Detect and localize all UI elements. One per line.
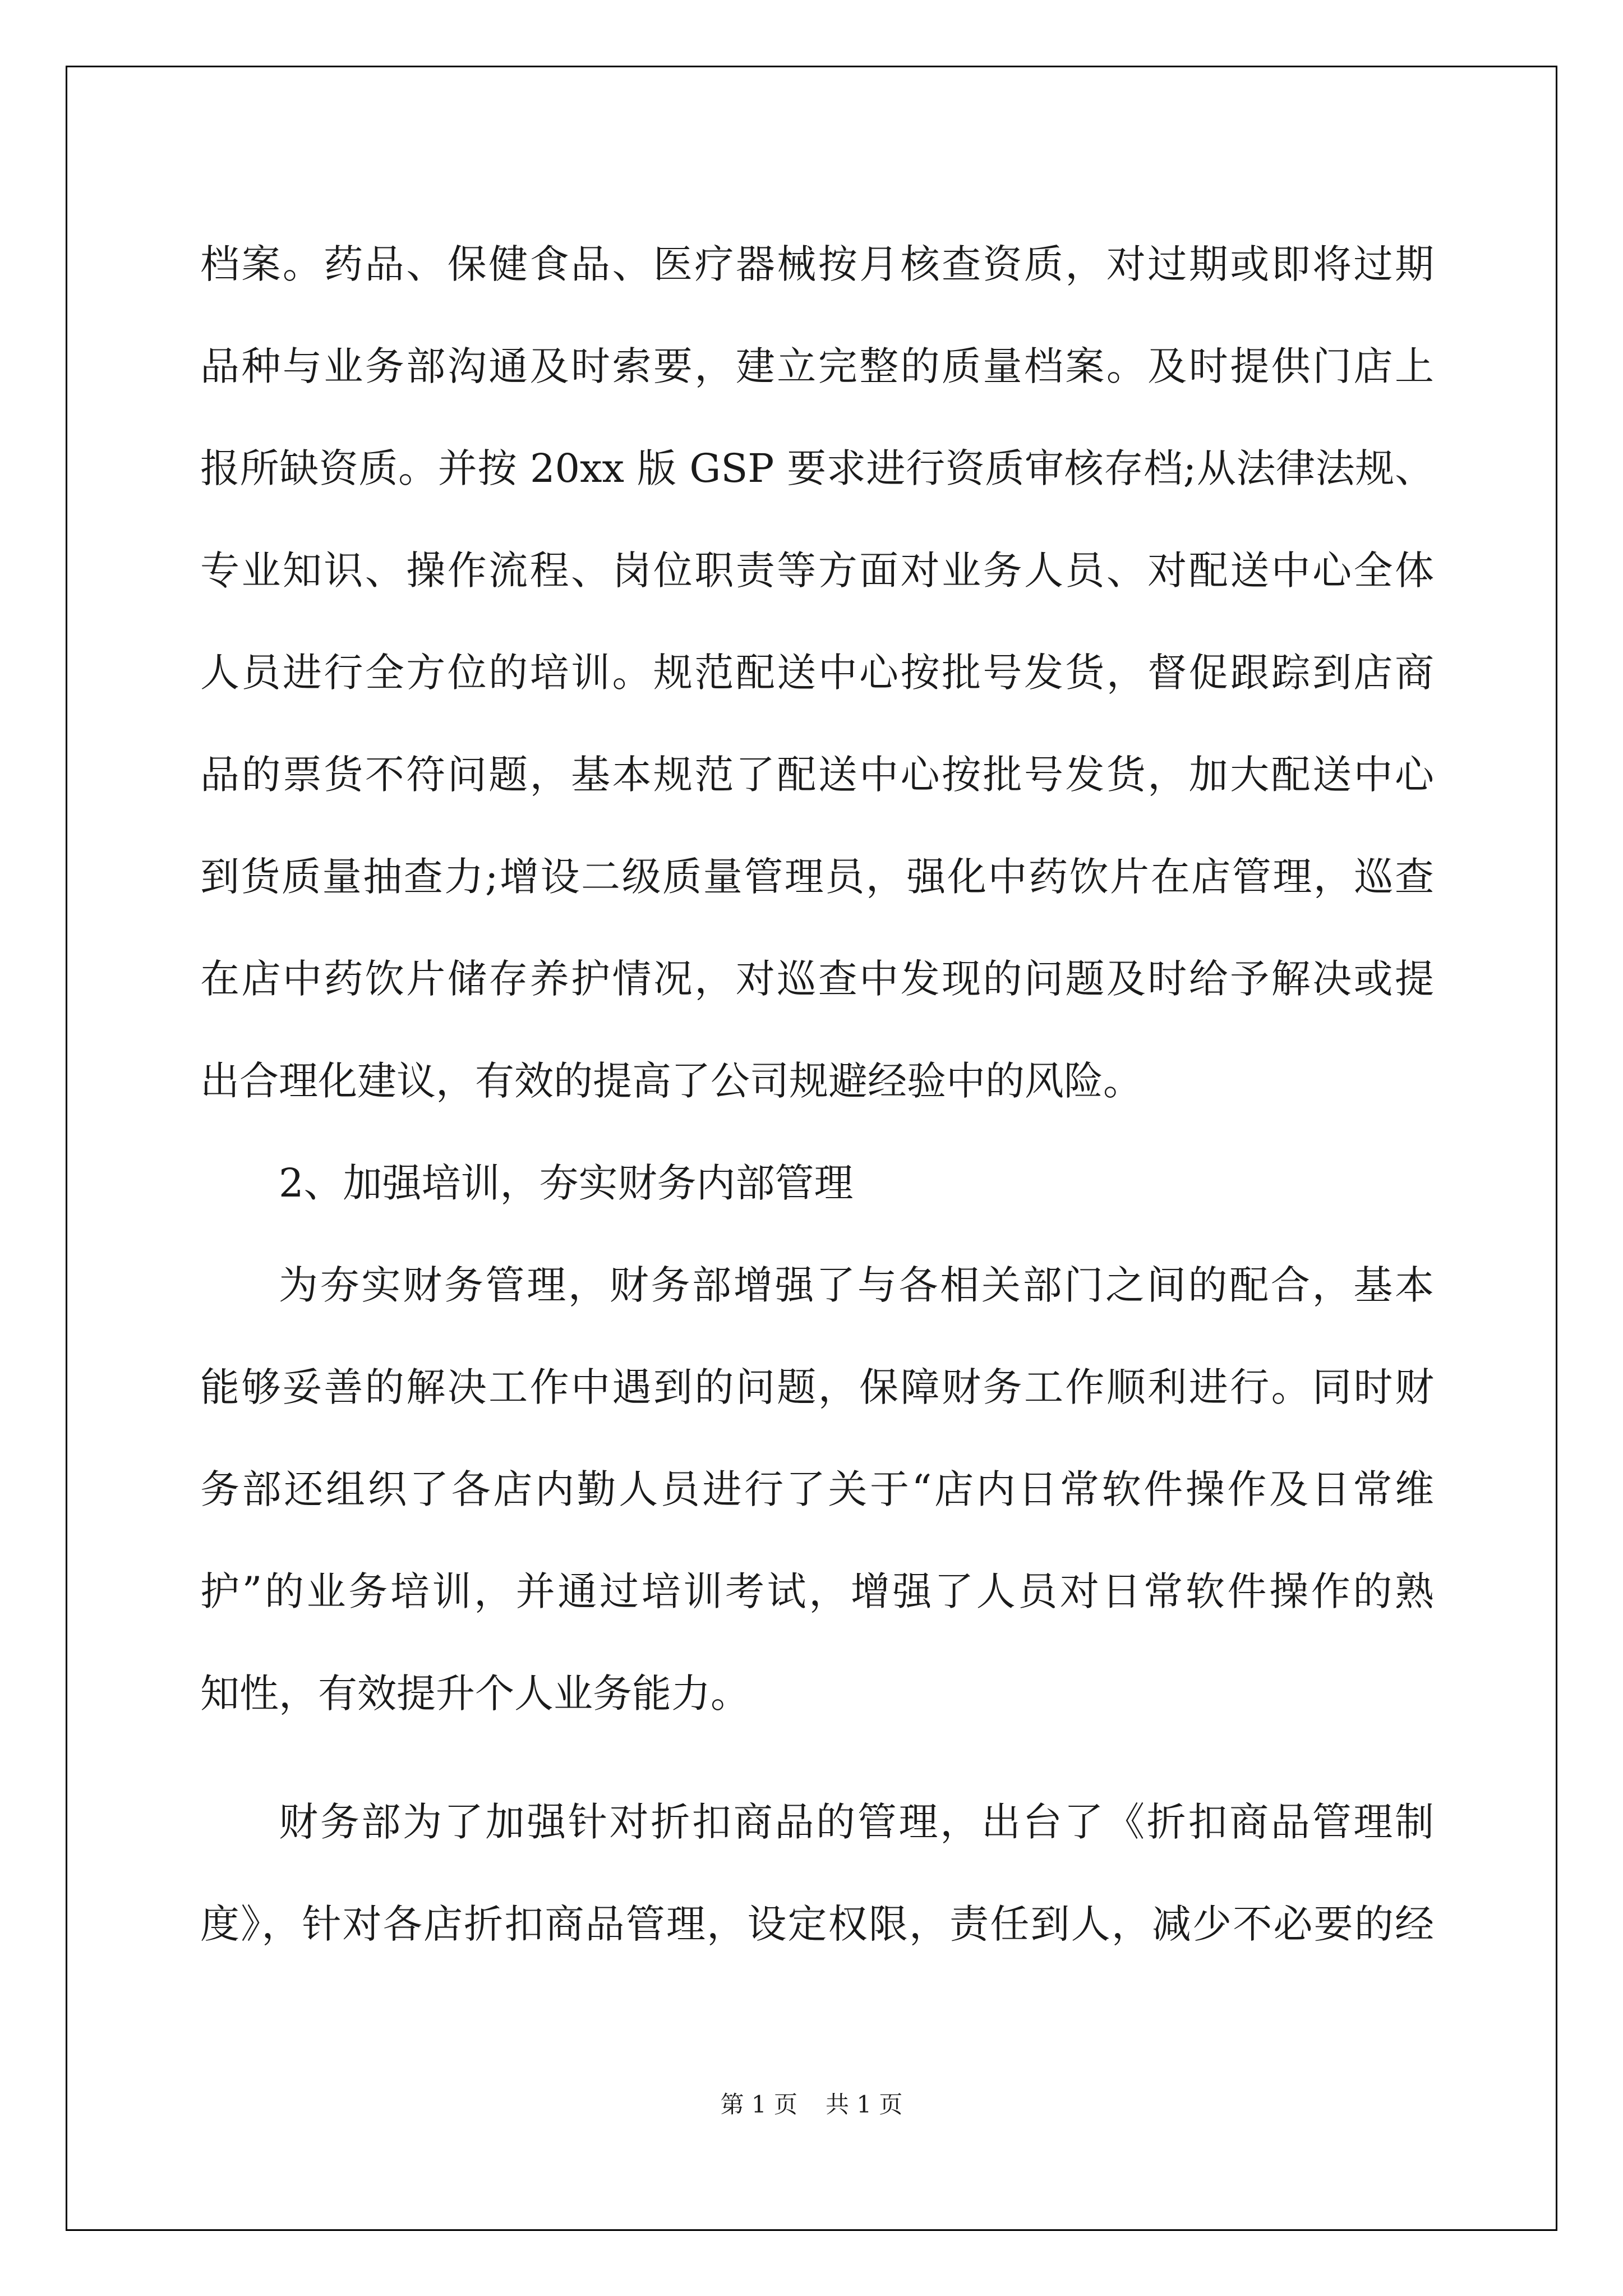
paragraph-line: 品的票货不符问题，基本规范了配送中心按批号发货，加大配送中心 <box>200 752 1434 798</box>
paragraph-line: 专业知识、操作流程、岗位职责等方面对业务人员、对配送中心全体 <box>200 547 1434 593</box>
paragraph-line: 人员进行全方位的培训。规范配送中心按批号发货，督促跟踪到店商 <box>200 650 1434 696</box>
paragraph-line: 务部还组织了各店内勤人员进行了关于“店内日常软件操作及日常维 <box>200 1466 1434 1512</box>
document-body <box>200 213 1434 1975</box>
page-number-current: 第 1 页 <box>720 2091 797 2118</box>
paragraph-line: 档案。药品、保健食品、医疗器械按月核查资质，对过期或即将过期 <box>200 241 1434 287</box>
paragraph-line: 知性，有效提升个人业务能力。 <box>200 1671 750 1717</box>
paragraph-line: 出合理化建议，有效的提高了公司规避经验中的风险。 <box>200 1058 1142 1104</box>
paragraph-line: 在店中药饮片储存养护情况，对巡查中发现的问题及时给予解决或提 <box>200 956 1434 1002</box>
paragraph-line: 到货质量抽查力;增设二级质量管理员，强化中药饮片在店管理，巡查 <box>200 854 1434 900</box>
paragraph-line: 品种与业务部沟通及时索要，建立完整的质量档案。及时提供门店上 <box>200 343 1434 389</box>
paragraph-line: 财务部为了加强针对折扣商品的管理，出台了《折扣商品管理制 <box>279 1799 1434 1845</box>
paragraph-spacer <box>200 1745 1434 1771</box>
page-number-total: 共 1 页 <box>826 2091 903 2118</box>
page-footer <box>0 2088 1623 2122</box>
paragraph-line: 护”的业务培训，并通过培训考试，增强了人员对日常软件操作的熟 <box>200 1568 1434 1614</box>
paragraph-line: 能够妥善的解决工作中遇到的问题，保障财务工作顺利进行。同时财 <box>200 1364 1434 1410</box>
paragraph-line: 为夯实财务管理，财务部增强了与各相关部门之间的配合，基本 <box>279 1262 1434 1308</box>
section-heading: 2、加强培训，夯实财务内部管理 <box>279 1160 854 1206</box>
paragraph-line: 报所缺资质。并按 20xx 版 GSP 要求进行资质审核存档;从法律法规、 <box>200 445 1434 491</box>
paragraph-line: 度》，针对各店折扣商品管理，设定权限，责任到人，减少不必要的经 <box>200 1901 1434 1947</box>
